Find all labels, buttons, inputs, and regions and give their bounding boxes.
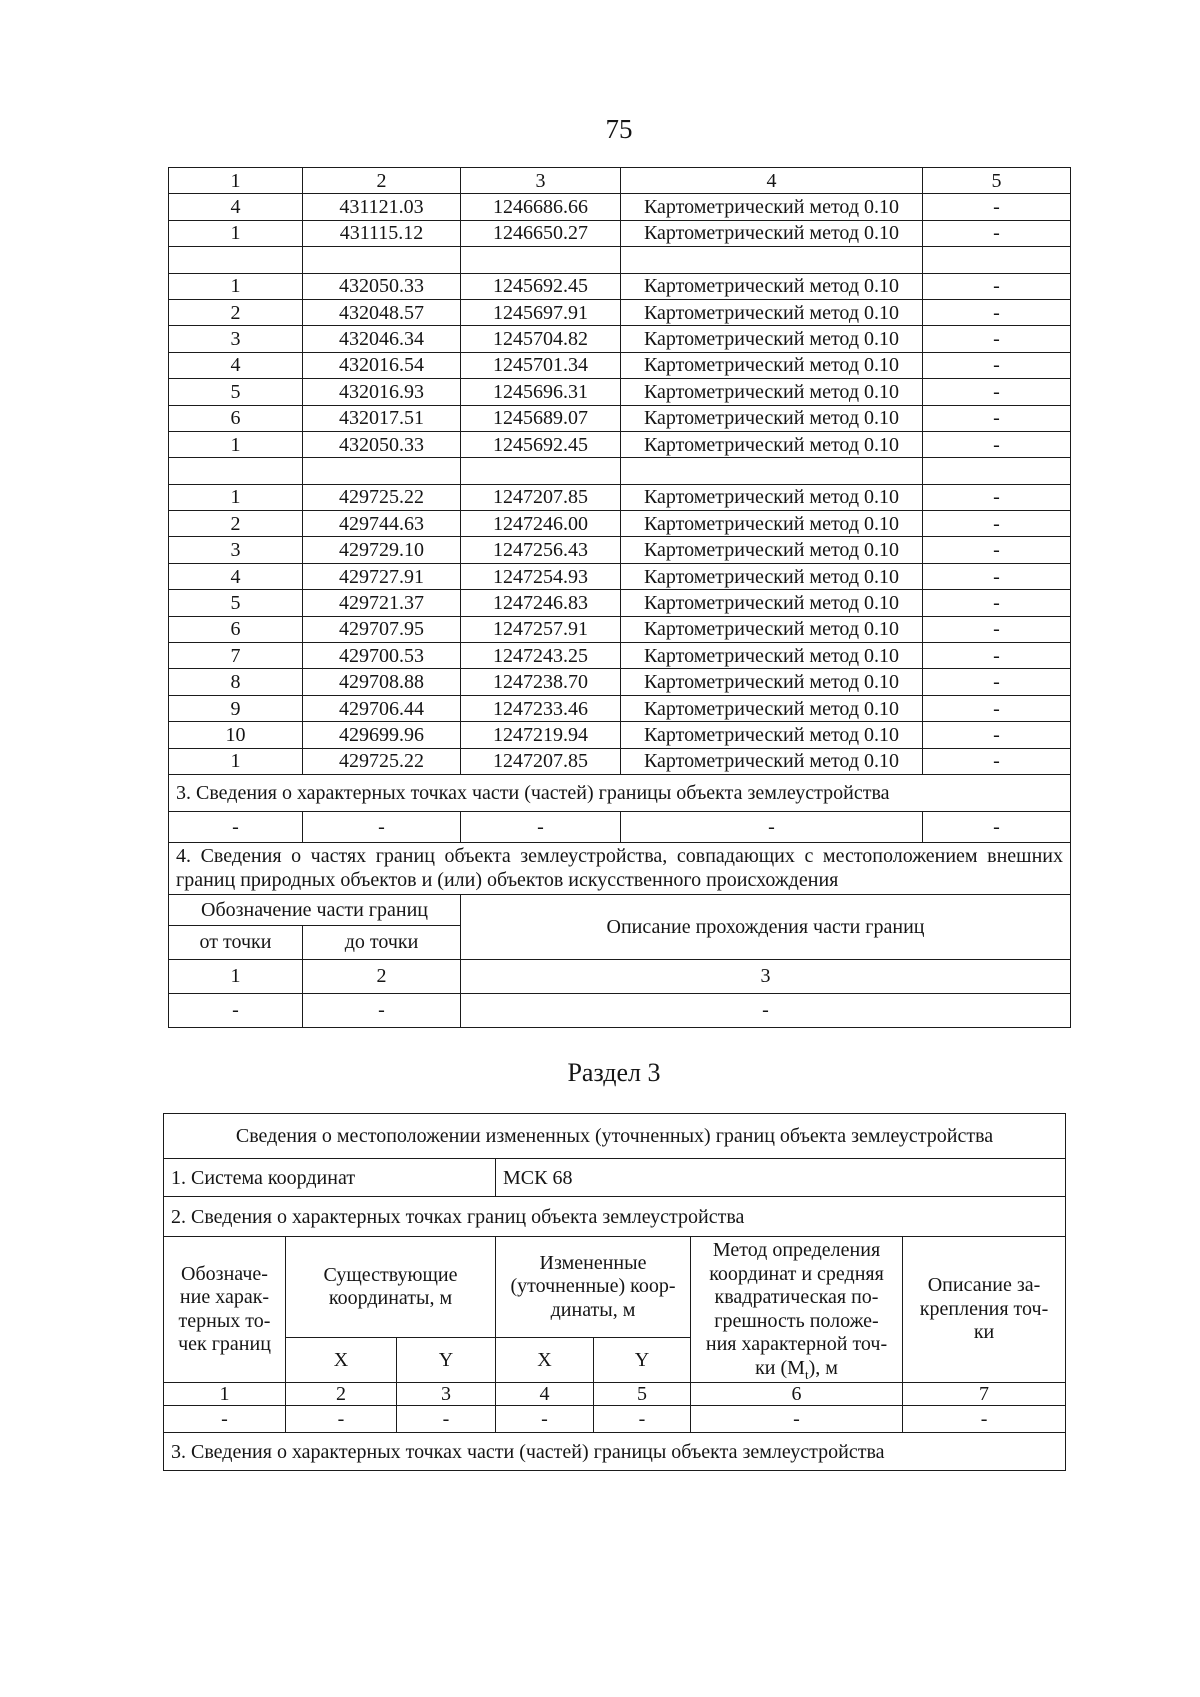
method-cell: Картометрический метод 0.10 bbox=[621, 643, 923, 669]
fixing-description-cell bbox=[923, 458, 1071, 484]
x-coordinate-cell: 429744.63 bbox=[303, 511, 461, 537]
table-title-row bbox=[164, 1114, 1066, 1159]
y-coordinate-cell: 1245692.45 bbox=[461, 273, 621, 299]
fixing-description-cell: - bbox=[923, 273, 1071, 299]
table-row bbox=[169, 616, 1071, 642]
point-number-cell: 9 bbox=[169, 695, 303, 721]
empty-value-cell: - bbox=[691, 1406, 903, 1433]
column-number-cell: 4 bbox=[621, 168, 923, 194]
column-number-cell: 1 bbox=[169, 959, 303, 993]
point-number-cell: 8 bbox=[169, 669, 303, 695]
section4-values-row bbox=[169, 993, 1071, 1027]
empty-value-cell: - bbox=[461, 993, 1071, 1027]
y-coordinate-cell: 1245704.82 bbox=[461, 326, 621, 352]
point-number-cell: 4 bbox=[169, 563, 303, 589]
section2-row bbox=[164, 1197, 1066, 1237]
x-coordinate-cell: 431121.03 bbox=[303, 194, 461, 220]
section-heading: Раздел 3 bbox=[567, 1058, 661, 1087]
x-coordinate-cell: 429729.10 bbox=[303, 537, 461, 563]
fixing-description-cell: - bbox=[923, 220, 1071, 246]
method-header-text: Метод определения координат и средняя квадратическая по- грешность положе- ния характерной точ- ки (M bbox=[705, 1239, 888, 1379]
table-row bbox=[169, 220, 1071, 246]
changed-y-header: Y bbox=[594, 1338, 691, 1383]
fixing-description-header: Описание за- крепления точ- ки bbox=[903, 1237, 1066, 1383]
method-cell bbox=[621, 458, 923, 484]
fixing-description-cell: - bbox=[923, 695, 1071, 721]
empty-value-cell: - bbox=[923, 811, 1071, 842]
method-cell: Картометрический метод 0.10 bbox=[621, 722, 923, 748]
table-row bbox=[169, 643, 1071, 669]
point-number-cell: 6 bbox=[169, 405, 303, 431]
table-row bbox=[169, 273, 1071, 299]
section3-row bbox=[169, 774, 1071, 811]
y-coordinate-cell bbox=[461, 247, 621, 273]
y-coordinate-cell bbox=[461, 458, 621, 484]
existing-x-header: X bbox=[286, 1338, 397, 1383]
fixing-description-cell: - bbox=[923, 722, 1071, 748]
changed-boundaries-table bbox=[163, 1113, 1066, 1471]
header-row bbox=[164, 1237, 1066, 1338]
table-row bbox=[169, 511, 1071, 537]
method-cell: Картометрический метод 0.10 bbox=[621, 405, 923, 431]
point-number-cell: 1 bbox=[169, 484, 303, 510]
x-coordinate-cell: 429727.91 bbox=[303, 563, 461, 589]
method-cell: Картометрический метод 0.10 bbox=[621, 194, 923, 220]
fixing-description-cell: - bbox=[923, 405, 1071, 431]
x-coordinate-cell: 429706.44 bbox=[303, 695, 461, 721]
table-row bbox=[169, 722, 1071, 748]
empty-value-cell: - bbox=[594, 1406, 691, 1433]
empty-value-cell: - bbox=[903, 1406, 1066, 1433]
table-row bbox=[169, 379, 1071, 405]
table-row bbox=[169, 669, 1071, 695]
fixing-description-cell bbox=[923, 247, 1071, 273]
y-coordinate-cell: 1247257.91 bbox=[461, 616, 621, 642]
x-coordinate-cell: 429725.22 bbox=[303, 748, 461, 774]
to-point-header: до точки bbox=[303, 925, 461, 959]
y-coordinate-cell: 1247243.25 bbox=[461, 643, 621, 669]
point-number-cell: 1 bbox=[169, 273, 303, 299]
method-cell: Картометрический метод 0.10 bbox=[621, 511, 923, 537]
method-cell: Картометрический метод 0.10 bbox=[621, 273, 923, 299]
fixing-description-cell: - bbox=[923, 352, 1071, 378]
column-number-cell: 6 bbox=[691, 1383, 903, 1406]
column-number-cell: 3 bbox=[461, 959, 1071, 993]
column-number-cell: 5 bbox=[594, 1383, 691, 1406]
y-coordinate-cell: 1246650.27 bbox=[461, 220, 621, 246]
empty-value-cell: - bbox=[303, 811, 461, 842]
x-coordinate-cell: 429721.37 bbox=[303, 590, 461, 616]
table-row bbox=[169, 352, 1071, 378]
empty-value-cell: - bbox=[621, 811, 923, 842]
method-cell: Картометрический метод 0.10 bbox=[621, 616, 923, 642]
column-number-row bbox=[169, 168, 1071, 194]
x-coordinate-cell: 432048.57 bbox=[303, 299, 461, 325]
y-coordinate-cell: 1245692.45 bbox=[461, 431, 621, 457]
y-coordinate-cell: 1247233.46 bbox=[461, 695, 621, 721]
column-number-cell: 1 bbox=[169, 168, 303, 194]
method-cell: Картометрический метод 0.10 bbox=[621, 695, 923, 721]
point-number-cell: 5 bbox=[169, 379, 303, 405]
values-row bbox=[164, 1406, 1066, 1433]
fixing-description-cell: - bbox=[923, 563, 1071, 589]
point-number-cell: 4 bbox=[169, 194, 303, 220]
point-number-cell: 3 bbox=[169, 326, 303, 352]
point-number-cell: 4 bbox=[169, 352, 303, 378]
fixing-description-cell: - bbox=[923, 748, 1071, 774]
fixing-description-cell: - bbox=[923, 537, 1071, 563]
x-coordinate-cell: 432016.93 bbox=[303, 379, 461, 405]
y-coordinate-cell: 1247238.70 bbox=[461, 669, 621, 695]
method-cell: Картометрический метод 0.10 bbox=[621, 748, 923, 774]
section3-title: 3. Сведения о характерных точках части (частей) границы объекта землеустройства bbox=[164, 1433, 1066, 1471]
changed-coordinates-header: Измененные (уточненные) коор- динаты, м bbox=[496, 1237, 691, 1338]
boundary-part-designation-header: Обозначение части границ bbox=[169, 894, 461, 925]
point-number-cell: 1 bbox=[169, 220, 303, 246]
x-coordinate-cell: 429725.22 bbox=[303, 484, 461, 510]
method-cell: Картометрический метод 0.10 bbox=[621, 326, 923, 352]
fixing-description-cell: - bbox=[923, 669, 1071, 695]
x-coordinate-cell: 432016.54 bbox=[303, 352, 461, 378]
table-row bbox=[169, 537, 1071, 563]
empty-value-cell: - bbox=[496, 1406, 594, 1433]
existing-coordinates-header: Существующие координаты, м bbox=[286, 1237, 496, 1338]
column-number-cell: 3 bbox=[461, 168, 621, 194]
table-row bbox=[169, 563, 1071, 589]
coordinate-system-label: 1. Система координат bbox=[164, 1159, 496, 1197]
y-coordinate-cell: 1245701.34 bbox=[461, 352, 621, 378]
fixing-description-cell: - bbox=[923, 643, 1071, 669]
table-row bbox=[169, 194, 1071, 220]
table-row bbox=[169, 299, 1071, 325]
column-number-cell: 7 bbox=[903, 1383, 1066, 1406]
table-row bbox=[169, 590, 1071, 616]
x-coordinate-cell: 432046.34 bbox=[303, 326, 461, 352]
y-coordinate-cell: 1247219.94 bbox=[461, 722, 621, 748]
fixing-description-cell: - bbox=[923, 431, 1071, 457]
x-coordinate-cell: 432050.33 bbox=[303, 431, 461, 457]
separator-row bbox=[169, 458, 1071, 484]
x-coordinate-cell: 429707.95 bbox=[303, 616, 461, 642]
table-row bbox=[169, 484, 1071, 510]
table-row bbox=[169, 431, 1071, 457]
y-coordinate-cell: 1247246.00 bbox=[461, 511, 621, 537]
page-number: 75 bbox=[605, 114, 633, 144]
empty-value-cell: - bbox=[164, 1406, 286, 1433]
section3-title: 3. Сведения о характерных точках части (частей) границы объекта землеустройства bbox=[169, 774, 1071, 811]
section4-row bbox=[169, 842, 1071, 894]
method-header bbox=[691, 1237, 903, 1383]
y-coordinate-cell: 1246686.66 bbox=[461, 194, 621, 220]
x-coordinate-cell: 432017.51 bbox=[303, 405, 461, 431]
method-cell: Картометрический метод 0.10 bbox=[621, 220, 923, 246]
section3-row bbox=[164, 1433, 1066, 1471]
method-cell: Картометрический метод 0.10 bbox=[621, 431, 923, 457]
point-number-cell: 1 bbox=[169, 431, 303, 457]
table-body bbox=[169, 194, 1071, 775]
column-number-row bbox=[164, 1383, 1066, 1406]
y-coordinate-cell: 1245689.07 bbox=[461, 405, 621, 431]
table-row bbox=[169, 695, 1071, 721]
section2-title: 2. Сведения о характерных точках границ объекта землеустройства bbox=[164, 1197, 1066, 1237]
empty-value-cell: - bbox=[397, 1406, 496, 1433]
point-number-cell: 7 bbox=[169, 643, 303, 669]
section4-column-number-row bbox=[169, 959, 1071, 993]
column-number-cell: 5 bbox=[923, 168, 1071, 194]
fixing-description-cell: - bbox=[923, 511, 1071, 537]
point-number-cell: 2 bbox=[169, 511, 303, 537]
section3-values-row bbox=[169, 811, 1071, 842]
x-coordinate-cell: 429708.88 bbox=[303, 669, 461, 695]
column-number-cell: 2 bbox=[303, 959, 461, 993]
changed-x-header: X bbox=[496, 1338, 594, 1383]
separator-row bbox=[169, 247, 1071, 273]
point-number-cell: 10 bbox=[169, 722, 303, 748]
column-number-cell: 2 bbox=[286, 1383, 397, 1406]
x-coordinate-cell: 429700.53 bbox=[303, 643, 461, 669]
y-coordinate-cell: 1247254.93 bbox=[461, 563, 621, 589]
section4-header-row bbox=[169, 894, 1071, 925]
point-number-cell: 2 bbox=[169, 299, 303, 325]
point-number-cell: 5 bbox=[169, 590, 303, 616]
y-coordinate-cell: 1245696.31 bbox=[461, 379, 621, 405]
point-number-cell: 6 bbox=[169, 616, 303, 642]
empty-value-cell: - bbox=[303, 993, 461, 1027]
method-cell: Картометрический метод 0.10 bbox=[621, 669, 923, 695]
y-coordinate-cell: 1247256.43 bbox=[461, 537, 621, 563]
fixing-description-cell: - bbox=[923, 590, 1071, 616]
table-title: Сведения о местоположении измененных (уточненных) границ объекта землеустройства bbox=[164, 1114, 1066, 1159]
point-number-cell bbox=[169, 247, 303, 273]
y-coordinate-cell: 1247246.83 bbox=[461, 590, 621, 616]
method-cell bbox=[621, 247, 923, 273]
table-row bbox=[169, 326, 1071, 352]
point-designation-header: Обозначе- ние харак- терных то- чек границ bbox=[164, 1237, 286, 1383]
table-header bbox=[169, 168, 1071, 194]
from-point-header: от точки bbox=[169, 925, 303, 959]
method-cell: Картометрический метод 0.10 bbox=[621, 299, 923, 325]
method-cell: Картометрический метод 0.10 bbox=[621, 563, 923, 589]
fixing-description-cell: - bbox=[923, 299, 1071, 325]
x-coordinate-cell: 429699.96 bbox=[303, 722, 461, 748]
column-number-cell: 2 bbox=[303, 168, 461, 194]
empty-value-cell: - bbox=[461, 811, 621, 842]
y-coordinate-cell: 1247207.85 bbox=[461, 748, 621, 774]
existing-y-header: Y bbox=[397, 1338, 496, 1383]
method-cell: Картометрический метод 0.10 bbox=[621, 537, 923, 563]
method-cell: Картометрический метод 0.10 bbox=[621, 379, 923, 405]
column-number-cell: 1 bbox=[164, 1383, 286, 1406]
empty-value-cell: - bbox=[169, 811, 303, 842]
point-number-cell: 3 bbox=[169, 537, 303, 563]
method-cell: Картометрический метод 0.10 bbox=[621, 590, 923, 616]
boundary-points-table bbox=[168, 167, 1071, 1028]
fixing-description-cell: - bbox=[923, 484, 1071, 510]
empty-value-cell: - bbox=[286, 1406, 397, 1433]
fixing-description-cell: - bbox=[923, 379, 1071, 405]
section4-title: 4. Сведения о частях границ объекта землеустройства, совпадающих с местоположением внешних границ природных объектов и (или) объектов искусственного происхождения bbox=[169, 842, 1071, 894]
table-sections bbox=[169, 774, 1071, 1027]
x-coordinate-cell bbox=[303, 247, 461, 273]
column-number-cell: 3 bbox=[397, 1383, 496, 1406]
coordinate-system-value: МСК 68 bbox=[496, 1159, 1066, 1197]
y-coordinate-cell: 1247207.85 bbox=[461, 484, 621, 510]
method-header-tail: ), м bbox=[808, 1356, 838, 1379]
method-header-subscript: t bbox=[804, 1366, 809, 1382]
coordinate-system-row bbox=[164, 1159, 1066, 1197]
fixing-description-cell: - bbox=[923, 616, 1071, 642]
empty-value-cell: - bbox=[169, 993, 303, 1027]
point-number-cell: 1 bbox=[169, 748, 303, 774]
table-row bbox=[169, 748, 1071, 774]
method-cell: Картометрический метод 0.10 bbox=[621, 352, 923, 378]
x-coordinate-cell: 431115.12 bbox=[303, 220, 461, 246]
method-cell: Картометрический метод 0.10 bbox=[621, 484, 923, 510]
y-coordinate-cell: 1245697.91 bbox=[461, 299, 621, 325]
x-coordinate-cell bbox=[303, 458, 461, 484]
point-number-cell bbox=[169, 458, 303, 484]
boundary-part-description-header: Описание прохождения части границ bbox=[461, 894, 1071, 959]
column-number-cell: 4 bbox=[496, 1383, 594, 1406]
table-row bbox=[169, 405, 1071, 431]
fixing-description-cell: - bbox=[923, 326, 1071, 352]
fixing-description-cell: - bbox=[923, 194, 1071, 220]
x-coordinate-cell: 432050.33 bbox=[303, 273, 461, 299]
